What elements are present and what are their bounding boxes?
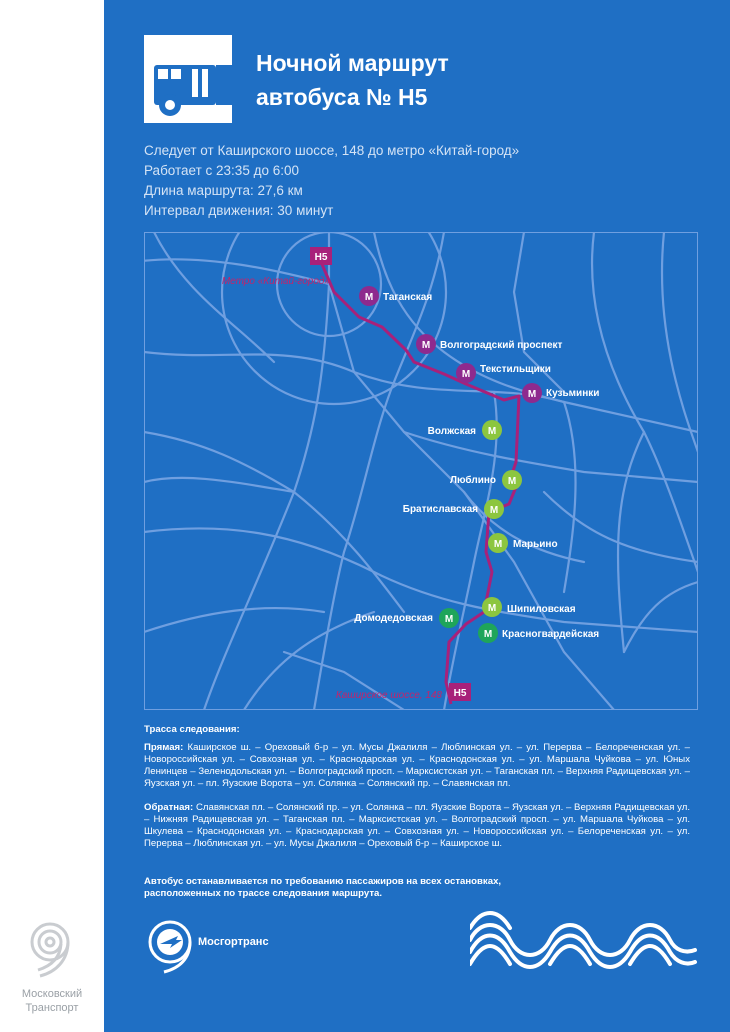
brand-line2: Транспорт <box>25 1002 79 1014</box>
svg-text:Волгоградский проспект: Волгоградский проспект <box>440 340 563 351</box>
map-frame <box>144 232 698 710</box>
end-terminal-label: Каширское шоссе, 148 <box>335 690 442 701</box>
metro-icon: М <box>444 614 454 625</box>
svg-text:Марьино: Марьино <box>513 539 558 550</box>
forward-route: Прямая: Каширское ш. – Ореховый б-р – ул. Мусы Джалиля – Люблинская ул. – ул. Перерва – Белореченская ул. – Новороссийская ул. – Совхозная ул. – Краснодарская ул. – Краснодонская ул. – ул. Маршала Чуйкова – ул. Юных Ленинцев – Зеленодольская ул. – Волгоградский просп. – Марксистская ул. – Таганская пл. – Верхняя Радищевская ул. – Яузская ул. – пл. Яузские Ворота – ул. Солянка – Солянский пр. – Славянская пл. <box>144 742 690 789</box>
bus-icon <box>144 35 232 123</box>
metro-icon: М <box>489 505 499 516</box>
svg-text:Волжская: Волжская <box>427 426 476 437</box>
svg-text:Люблино: Люблино <box>449 475 496 486</box>
title-line1: Ночной маршрут <box>256 50 449 76</box>
route-description: Следует от Каширского шоссе, 148 до метро «Китай-город» <box>144 143 520 158</box>
start-terminal-label: Метро «Китай-город» <box>221 276 330 287</box>
metro-icon: М <box>487 426 497 437</box>
metro-icon: М <box>364 292 374 303</box>
poster <box>104 0 730 1032</box>
svg-text:Шипиловская: Шипиловская <box>507 604 576 615</box>
metro-icon: М <box>483 629 493 640</box>
route-interval: Интервал движения: 30 минут <box>144 203 334 218</box>
trasse-heading: Трасса следования: <box>144 724 240 735</box>
metro-icon: М <box>493 539 503 550</box>
metro-icon: М <box>507 476 517 487</box>
route-length: Длина маршрута: 27,6 км <box>144 183 303 198</box>
svg-text:Красногвардейская: Красногвардейская <box>502 629 600 640</box>
operating-hours: Работает с 23:35 до 6:00 <box>144 163 299 178</box>
svg-text:Братиславская: Братиславская <box>402 504 478 515</box>
svg-text:Домодедовская: Домодедовская <box>354 613 433 624</box>
metro-icon: М <box>487 603 497 614</box>
moscow-transport-logo-icon <box>20 918 80 978</box>
start-terminal-badge <box>310 247 332 265</box>
svg-text:Н5: Н5 <box>314 252 328 263</box>
svg-text:Кузьминки: Кузьминки <box>546 388 600 399</box>
title-line2: автобуса № Н5 <box>256 84 428 110</box>
reverse-route: Обратная: Славянская пл. – Солянский пр. – ул. Солянка – пл. Яузские Ворота – Яузская ул. – Верхняя Радищевская ул. – Нижняя Радищевская ул. – Таганская пл. – Марксистская ул. – Волгоградский просп. – ул. Маршала Чуйкова – ул. Шкулева – Краснодонская ул. – Краснодарская ул. – Совхозная ул. – Новороссийская ул. – Белореченская ул. – ул. Перерва – Люблинская ул. – ул. Мусы Джалиля – Ореховый б-р – Каширское ш. <box>144 802 690 849</box>
route-map <box>144 232 698 710</box>
brand-line1: Московский <box>21 988 83 1000</box>
svg-text:Таганская: Таганская <box>383 292 433 303</box>
end-terminal-badge <box>449 683 471 701</box>
mosgortrans-logo-icon <box>142 918 202 974</box>
metro-icon: М <box>527 389 537 400</box>
stop-note: Автобус останавливается по требованию пассажиров на всех остановках, расположенных по трассе следования маршрута. <box>144 876 502 899</box>
svg-text:Текстильщики: Текстильщики <box>480 364 551 375</box>
svg-text:Н5: Н5 <box>453 688 467 699</box>
metro-icon: М <box>461 369 471 380</box>
company-name: Мосгортранс <box>198 936 269 948</box>
waves-decoration-icon <box>470 910 700 980</box>
metro-icon: М <box>421 340 431 351</box>
